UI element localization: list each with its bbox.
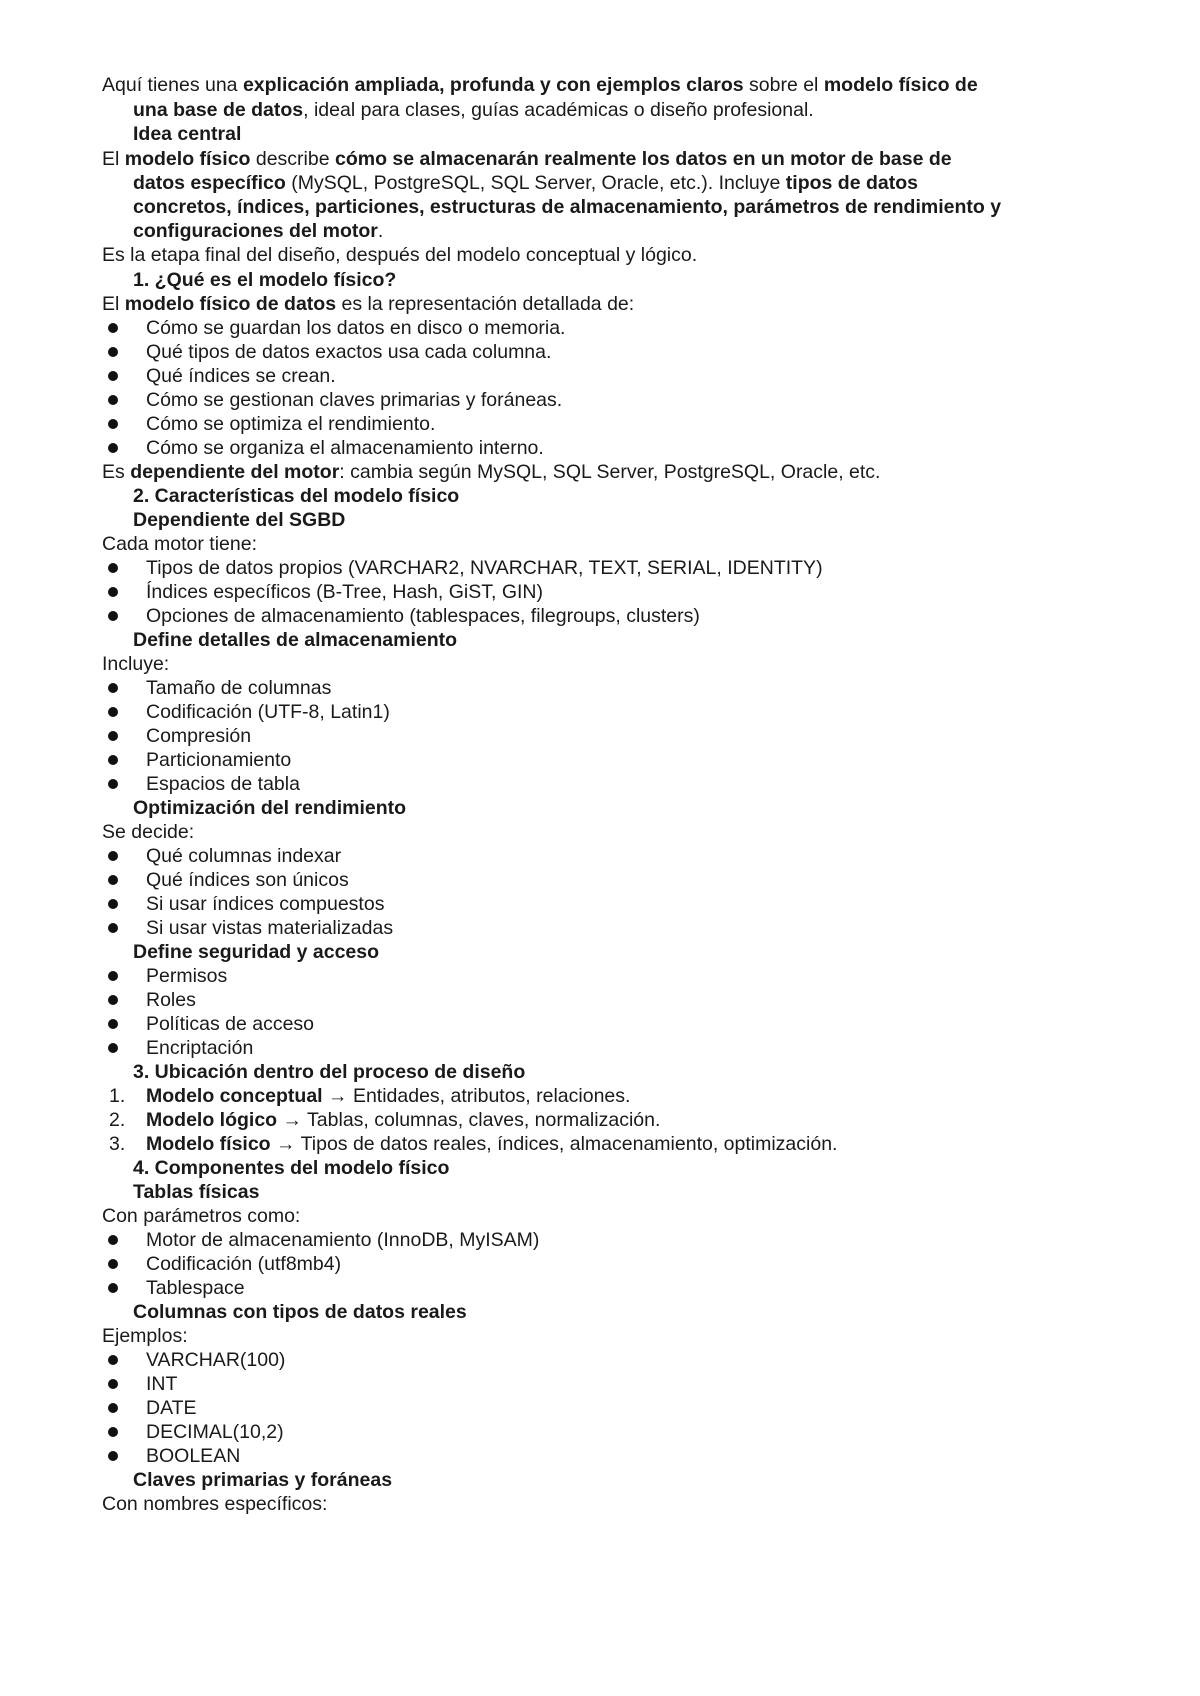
list-item-text: DATE bbox=[146, 1397, 197, 1419]
subsection-heading: Dependiente del SGBD bbox=[133, 509, 346, 531]
item-text: → Entidades, atributos, relaciones. bbox=[322, 1085, 631, 1107]
dep-bold: dependiente del motor bbox=[130, 461, 340, 483]
idea-paragraph-cont bbox=[133, 171, 918, 195]
list-item-text: DECIMAL(10,2) bbox=[146, 1421, 284, 1443]
section-3-heading: 3. Ubicación dentro del proceso de diseño bbox=[133, 1061, 526, 1083]
s1-text: El bbox=[102, 293, 125, 315]
section-2-heading: 2. Características del modelo físico bbox=[133, 485, 460, 507]
bullet-icon bbox=[108, 1019, 118, 1029]
s1-text: es la representación detallada de: bbox=[336, 293, 635, 315]
dep-text: : cambia según MySQL, SQL Server, PostgreSQL, Oracle, etc. bbox=[339, 461, 881, 483]
bullet-icon bbox=[108, 683, 118, 693]
list-item-text: Tablespace bbox=[146, 1277, 245, 1299]
intro-bold: modelo físico de bbox=[823, 74, 978, 96]
subsection-heading: Define detalles de almacenamiento bbox=[133, 629, 458, 651]
idea-paragraph bbox=[102, 147, 952, 171]
list-item-text: Codificación (UTF-8, Latin1) bbox=[146, 701, 390, 723]
bullet-icon bbox=[108, 875, 118, 885]
idea-bold: modelo físico bbox=[124, 148, 251, 170]
list-item-text: Opciones de almacenamiento (tablespaces, filegroups, clusters) bbox=[146, 605, 700, 627]
list-item-text: Si usar vistas materializadas bbox=[146, 917, 394, 939]
dep-text: Es bbox=[102, 461, 131, 483]
bullet-icon bbox=[108, 323, 118, 333]
intro-text: sobre el bbox=[743, 74, 824, 96]
final-stage-text: Es la etapa final del diseño, después del modelo conceptual y lógico. bbox=[102, 244, 698, 266]
list-item-text: Roles bbox=[146, 989, 196, 1011]
bullet-icon bbox=[108, 419, 118, 429]
idea-bold: configuraciones del motor bbox=[133, 220, 378, 242]
list-item-text: Cómo se gestionan claves primarias y foráneas. bbox=[146, 389, 563, 411]
bullet-icon bbox=[108, 587, 118, 597]
list-item-text: VARCHAR(100) bbox=[146, 1349, 286, 1371]
idea-text: describe bbox=[250, 148, 335, 170]
subsection-intro: Se decide: bbox=[102, 821, 195, 843]
bullet-icon bbox=[108, 563, 118, 573]
numbered-item-text bbox=[146, 1132, 837, 1156]
bullet-icon bbox=[108, 731, 118, 741]
idea-text: . bbox=[377, 220, 384, 242]
bullet-icon bbox=[108, 755, 118, 765]
bullet-icon bbox=[108, 1403, 118, 1413]
idea-paragraph-cont bbox=[133, 219, 383, 243]
bullet-icon bbox=[108, 443, 118, 453]
list-item-text: Qué tipos de datos exactos usa cada columna. bbox=[146, 341, 552, 363]
idea-bold: cómo se almacenarán realmente los datos en un motor de base de bbox=[335, 148, 952, 170]
list-item-text: Qué columnas indexar bbox=[146, 845, 342, 867]
item-bold: Modelo conceptual bbox=[146, 1085, 323, 1107]
list-item-text: Índices específicos (B-Tree, Hash, GiST, GIN) bbox=[146, 581, 543, 603]
subsection-heading: Tablas físicas bbox=[133, 1181, 260, 1203]
bullet-icon bbox=[108, 1451, 118, 1461]
list-item-text: Políticas de acceso bbox=[146, 1013, 315, 1035]
list-item-text: Motor de almacenamiento (InnoDB, MyISAM) bbox=[146, 1229, 540, 1251]
bullet-icon bbox=[108, 1283, 118, 1293]
bullet-icon bbox=[108, 611, 118, 621]
bullet-icon bbox=[108, 923, 118, 933]
item-text: → Tipos de datos reales, índices, almacenamiento, optimización. bbox=[270, 1133, 838, 1155]
numbered-item-text bbox=[146, 1084, 630, 1108]
list-item-text: Particionamiento bbox=[146, 749, 292, 771]
idea-bold: datos específico bbox=[133, 172, 286, 194]
item-bold: Modelo físico bbox=[146, 1133, 271, 1155]
section-1-heading: 1. ¿Qué es el modelo físico? bbox=[133, 269, 397, 291]
list-item-text: Cómo se organiza el almacenamiento interno. bbox=[146, 437, 544, 459]
subsection-heading: Columnas con tipos de datos reales bbox=[133, 1301, 467, 1323]
bullet-icon bbox=[108, 1043, 118, 1053]
list-item-text: Espacios de tabla bbox=[146, 773, 300, 795]
subsection-heading: Optimización del rendimiento bbox=[133, 797, 407, 819]
bullet-icon bbox=[108, 779, 118, 789]
subsection-heading: Claves primarias y foráneas bbox=[133, 1469, 393, 1491]
item-number: 1. bbox=[109, 1085, 126, 1107]
list-item-text: Si usar índices compuestos bbox=[146, 893, 385, 915]
bullet-icon bbox=[108, 371, 118, 381]
list-item-text: BOOLEAN bbox=[146, 1445, 241, 1467]
list-item-text: Qué índices se crean. bbox=[146, 365, 336, 387]
numbered-item-text bbox=[146, 1108, 660, 1132]
bullet-icon bbox=[108, 1259, 118, 1269]
list-item-text: Cómo se guardan los datos en disco o memoria. bbox=[146, 317, 566, 339]
section-1-intro bbox=[102, 292, 634, 316]
subsection-heading: Define seguridad y acceso bbox=[133, 941, 380, 963]
engine-dependence-text bbox=[102, 460, 880, 484]
idea-heading: Idea central bbox=[133, 123, 242, 145]
list-item-text: Tipos de datos propios (VARCHAR2, NVARCHAR, TEXT, SERIAL, IDENTITY) bbox=[146, 557, 823, 579]
bullet-icon bbox=[108, 347, 118, 357]
bullet-icon bbox=[108, 995, 118, 1005]
intro-text: Aquí tienes una bbox=[102, 74, 243, 96]
idea-bold: tipos de datos bbox=[785, 172, 918, 194]
bullet-icon bbox=[108, 899, 118, 909]
subsection-intro: Con parámetros como: bbox=[102, 1205, 301, 1227]
bullet-icon bbox=[108, 707, 118, 717]
subsection-intro: Cada motor tiene: bbox=[102, 533, 258, 555]
section-4-heading: 4. Componentes del modelo físico bbox=[133, 1157, 450, 1179]
idea-text: El bbox=[102, 148, 125, 170]
bullet-icon bbox=[108, 395, 118, 405]
list-item-text: Encriptación bbox=[146, 1037, 254, 1059]
idea-text: (MySQL, PostgreSQL, SQL Server, Oracle, etc.). Incluye bbox=[285, 172, 786, 194]
subsection-intro: Incluye: bbox=[102, 653, 170, 675]
intro-paragraph bbox=[102, 73, 978, 97]
bullet-icon bbox=[108, 971, 118, 981]
item-number: 2. bbox=[109, 1109, 126, 1131]
s1-bold: modelo físico de datos bbox=[124, 293, 337, 315]
bullet-icon bbox=[108, 1235, 118, 1245]
list-item-text: Cómo se optimiza el rendimiento. bbox=[146, 413, 436, 435]
list-item-text: Permisos bbox=[146, 965, 228, 987]
bullet-icon bbox=[108, 1427, 118, 1437]
bullet-icon bbox=[108, 851, 118, 861]
subsection-intro: Ejemplos: bbox=[102, 1325, 188, 1347]
list-item-text: INT bbox=[146, 1373, 178, 1395]
list-item-text: Codificación (utf8mb4) bbox=[146, 1253, 342, 1275]
intro-bold: una base de datos bbox=[133, 99, 304, 121]
bullet-icon bbox=[108, 1379, 118, 1389]
item-text: → Tablas, columnas, claves, normalización. bbox=[277, 1109, 661, 1131]
idea-paragraph-cont: concretos, índices, particiones, estructuras de almacenamiento, parámetros de rendimiento y bbox=[133, 196, 1002, 218]
bullet-icon bbox=[108, 1355, 118, 1365]
list-item-text: Compresión bbox=[146, 725, 252, 747]
intro-text: , ideal para clases, guías académicas o diseño profesional. bbox=[303, 99, 814, 121]
item-number: 3. bbox=[109, 1133, 126, 1155]
intro-bold: explicación ampliada, profunda y con ejemplos claros bbox=[242, 74, 744, 96]
item-bold: Modelo lógico bbox=[146, 1109, 278, 1131]
list-item-text: Tamaño de columnas bbox=[146, 677, 332, 699]
subsection-intro: Con nombres específicos: bbox=[102, 1493, 328, 1515]
list-item-text: Qué índices son únicos bbox=[146, 869, 349, 891]
intro-paragraph-cont bbox=[133, 98, 814, 122]
